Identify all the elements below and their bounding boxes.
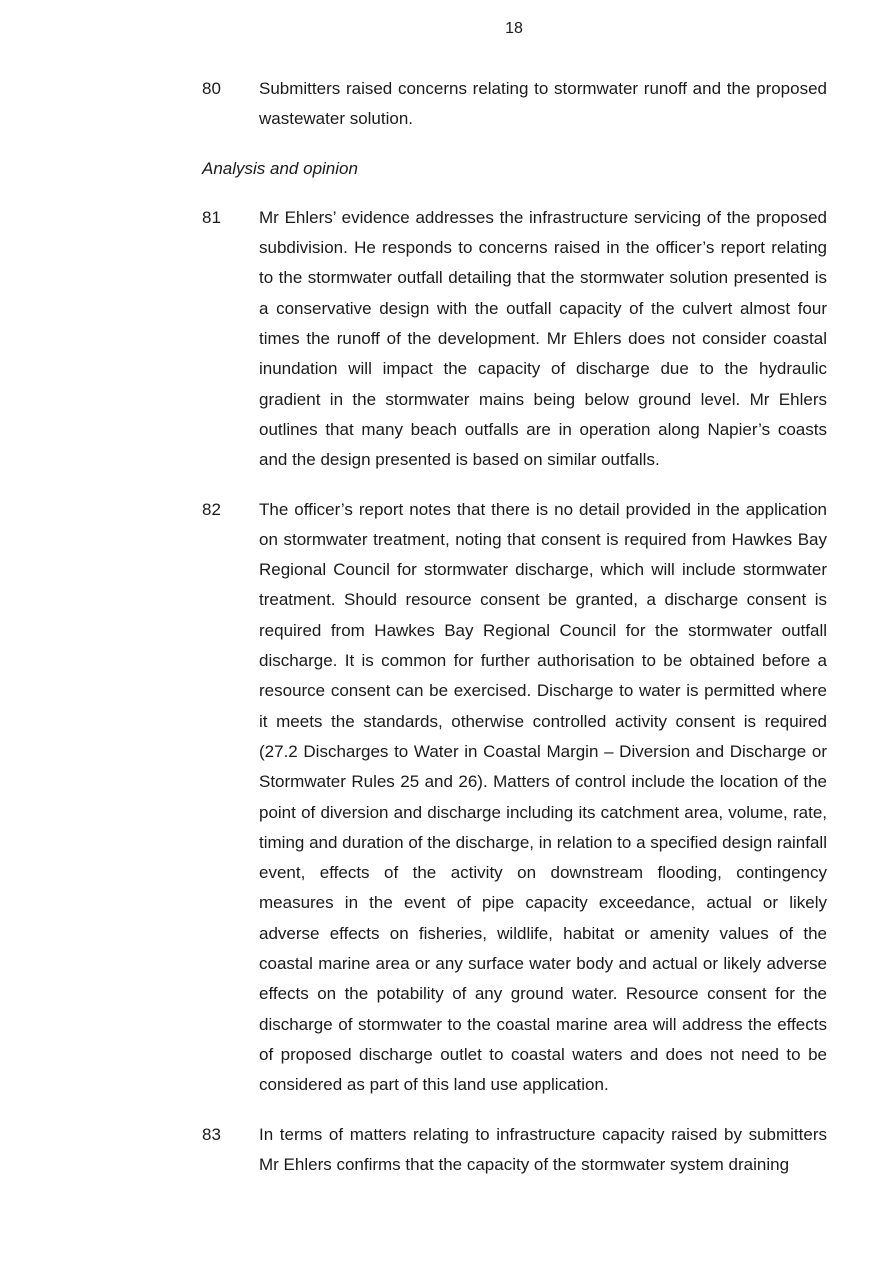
paragraph-text: In terms of matters relating to infrastructure capacity raised by submitters Mr Ehlers confirms that the capacity of the stormwater system draining	[259, 1124, 827, 1174]
document-body	[202, 74, 827, 1199]
section-heading: Analysis and opinion	[202, 158, 358, 178]
paragraph-81	[202, 203, 827, 476]
paragraph-83	[202, 1120, 827, 1181]
paragraph-80	[202, 74, 827, 135]
paragraph-number: 80	[202, 79, 221, 98]
paragraph-number: 81	[202, 207, 221, 227]
page-number: 18	[505, 20, 523, 37]
paragraph-text: The officer’s report notes that there is no detail provided in the application on stormwater treatment, noting that consent is required from Hawkes Bay Regional Council for stormwater discharge, which will include stormwater treatment. Should resource consent be granted, a discharge consent is required from Hawkes Bay Regional Council for the stormwater outfall discharge. It is common for further authorisation to be obtained before a resource consent can be exercised. Discharge to water is permitted where it meets the standards, otherwise controlled activity consent is required (27.2 Discharges to Water in Coastal Margin – Diversion and Discharge or Stormwater Rules 25 and 26). Matters of control include the location of the point of diversion and discharge including its catchment area, volume, rate, timing and duration of the discharge, in relation to a specified design rainfall event, effects of the activity on downstream flooding, contingency measures in the event of pipe capacity exceedance, actual or likely adverse effects on fisheries, wildlife, habitat or amenity values of the coastal marine area or any surface water body and actual or likely adverse effects on the potability of any ground water. Resource consent for the discharge of stormwater to the coastal marine area will address the effects of proposed discharge outlet to coastal waters and does not need to be considered as part of this land use application.	[259, 499, 827, 1095]
paragraph-number: 83	[202, 1124, 221, 1144]
paragraph-number: 82	[202, 499, 221, 519]
paragraph-text: Submitters raised concerns relating to stormwater runoff and the proposed wastewater solution.	[259, 79, 827, 129]
paragraph-text: Mr Ehlers’ evidence addresses the infrastructure servicing of the proposed subdivision. He responds to concerns raised in the officer’s report relating to the stormwater outfall detailing that the stormwater solution presented is a conservative design with the outfall capacity of the culvert almost four times the runoff of the development. Mr Ehlers does not consider coastal inundation will impact the capacity of discharge due to the hydraulic gradient in the stormwater mains being below ground level. Mr Ehlers outlines that many beach outfalls are in operation along Napier’s coasts and the design presented is based on similar outfalls.	[259, 207, 827, 470]
paragraph-82	[202, 495, 827, 1101]
